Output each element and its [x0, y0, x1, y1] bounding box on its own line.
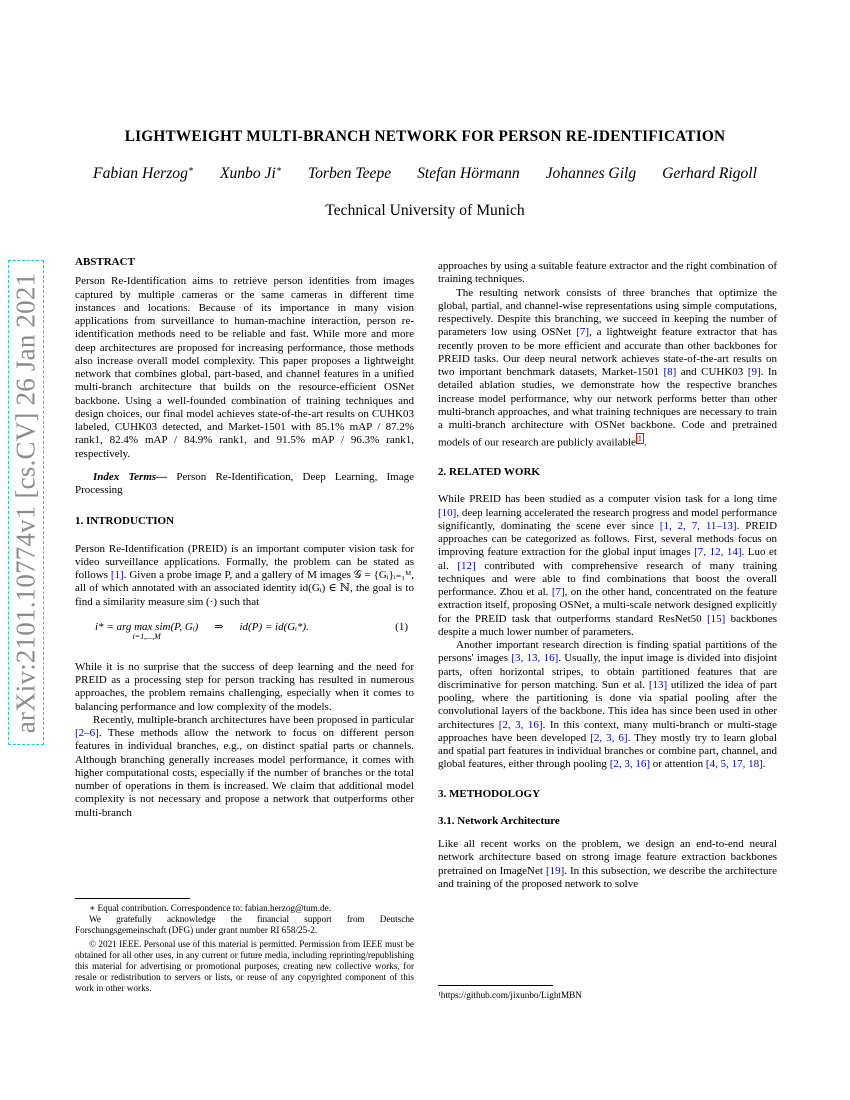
- citation-link[interactable]: [3, 13, 16]: [511, 652, 559, 665]
- intro-continued: approaches by using a suitable feature extractor and the right combination of training techniques.: [438, 260, 777, 286]
- index-terms-text: Person Re-Identification, Deep Learning, Image Processing: [75, 470, 414, 496]
- citation-link[interactable]: [9]: [747, 366, 761, 378]
- author: Torben Teepe: [307, 165, 392, 183]
- citation-link[interactable]: [15]: [706, 612, 726, 625]
- citation-link[interactable]: [8]: [663, 366, 677, 378]
- equation-arrow: ⇒: [214, 620, 224, 633]
- author: Stefan Hörmann: [417, 165, 520, 183]
- intro-paragraph-3: Recently, multiple-branch architectures have been proposed in particular [2–6]. These methods allow the network to focus on different person features in individual branches, e.g., on distinct spatial parts or channels. Although branching generally increases model performance, it comes with higher computational costs, especially if the number of branches or the total number of operations in them is increased. We claim that additional model complexity is not necessary and propose a network that outperforms other multi-branch: [75, 713, 414, 819]
- citation-link[interactable]: [2–6]: [75, 727, 99, 739]
- affiliation: Technical University of Munich: [325, 202, 525, 219]
- citation-link[interactable]: [1]: [110, 569, 124, 581]
- equation-number: (1): [395, 620, 408, 633]
- network-architecture-heading: 3.1. Network Architecture: [438, 814, 560, 827]
- left-column: [75, 256, 414, 820]
- methodology-heading: 3. METHODOLOGY: [438, 787, 541, 800]
- citation-link[interactable]: [12]: [457, 559, 476, 572]
- arxiv-stamp[interactable]: [8, 260, 44, 745]
- citation-link[interactable]: [2, 3, 16]: [498, 718, 543, 731]
- footnote-copyright: © 2021 IEEE. Personal use of this material is permitted. Permission from IEEE must be obtained for all other uses, in any current or future media, including reprinting/republishing this material for advertising or promotional purposes, creating new collective works, for resale or redistribution to servers or lists, or reuse of any copyrighted component of this work in other works.: [75, 939, 414, 993]
- citation-link[interactable]: [7, 12, 14]: [694, 546, 742, 559]
- equation-lhs: i* = arg max sim(P, Gᵢ): [95, 620, 199, 633]
- footnote-link[interactable]: 1: [637, 434, 642, 444]
- citation-link[interactable]: [2, 3, 6]: [590, 731, 628, 744]
- footnote-rule: [75, 898, 190, 899]
- paper-title: LIGHTWEIGHT MULTI-BRANCH NETWORK FOR PERSON RE-IDENTIFICATION: [124, 128, 726, 145]
- intro-heading: 1. INTRODUCTION: [75, 515, 175, 528]
- citation-link[interactable]: [1, 2, 7, 11–13]: [659, 519, 737, 532]
- equation-subscript: i=1,...,M: [132, 632, 161, 641]
- footnote-equal-contribution: ∗ Equal contribution. Correspondence to: fabian.herzog@tum.de.: [89, 903, 332, 913]
- author: Fabian Herzog∗: [93, 164, 195, 183]
- citation-link[interactable]: [7]: [551, 586, 565, 599]
- abstract-heading: ABSTRACT: [75, 256, 135, 268]
- footnote-code-url[interactable]: ¹https://github.com/jixunbo/LightMBN: [438, 990, 582, 1000]
- left-footnotes: [75, 898, 414, 994]
- citation-link[interactable]: [4, 5, 17, 18]: [705, 758, 763, 771]
- right-column: [438, 260, 777, 891]
- method-paragraph-1: Like all recent works on the problem, we design an end-to-end neural network architecture based on strong image feature extraction backbones pretrained on ImageNet [19]. In this subsection, we describe the architecture and training of the proposed network to solve: [438, 838, 778, 890]
- related-paragraph-1: While PREID has been studied as a computer vision task for a long time [10], deep learning accelerated the research progress and model performance significantly, dominating the scene ever since [1, 2, 7, 11–13]. PREID approaches can be categorized as follows. First, several methods focus on improving feature extraction for the global input images [7, 12, 14]. Luo et al. [12] contributed with comprehensive research of many training techniques and were able to find combinations that boost the overall performance. Zhou et al. [7], on the other hand, concentrated on the feature extraction itself, proposing OSNet, a multi-scale network designed explicitly for the PREID task that outperforms standard ResNet50 [15] backbones despite a much lower number of parameters.: [438, 493, 778, 638]
- intro-paragraph-2: While it is no surprise that the success of deep learning and the need for PREID as a processing step for person tracking has resulted in numerous approaches, the problem remains challenging, especially when it comes to balancing performance and low complexity of the models.: [75, 660, 414, 713]
- citation-link[interactable]: [10]: [438, 506, 457, 519]
- right-footnotes: [438, 985, 777, 1001]
- author: Gerhard Rigoll: [662, 165, 757, 183]
- index-terms: [75, 471, 414, 498]
- related-work-heading: 2. RELATED WORK: [438, 466, 540, 479]
- footnote-rule: [438, 985, 553, 986]
- intro-paragraph-1: Person Re-Identification (PREID) is an important computer vision task for video surveillance applications. Formally, the problem can be stated as follows [1]. Given a probe image P, and a gallery of M images 𝒢 = {Gᵢ}ᵢ₌₁ᴹ, all of which annotated with an associated identity id(Gᵢ) ∈ ℕ, the goal is to find a similarity measure sim (·) such that: [75, 542, 415, 608]
- intro-paragraph-4: The resulting network consists of three branches that optimize the global, partial, and channel-wise representations using simple computations, respectively. Despite this branching, we succeed in keeping the number of parameters low using OSNet [7], a lightweight feature extractor that has recently proven to be more efficient and accurate than other backbones for PREID tasks. Our deep neural network achieves state-of-the-art results on two important benchmark datasets, Market-1501 [8] and CUHK03 [9]. In detailed ablation studies, we demonstrate how the respective branches increase model performance, why our network performs better than other multi-branch approaches, and what training techniques are necessary to train a multi-branch architecture with OSNet backbone. Code and pretrained models of our research are publicly available $^1$ .: [438, 286, 778, 449]
- equation-rhs: id(P) = id(Gᵢ*).: [239, 620, 309, 633]
- author: Johannes Gilg: [545, 165, 637, 183]
- equation-1: [75, 621, 414, 649]
- citation-link[interactable]: [7]: [576, 326, 590, 339]
- citation-link[interactable]: [13]: [648, 678, 668, 691]
- related-paragraph-2: Another important research direction is finding spatial partitions of the persons' images [3, 13, 16]. Usually, the input image is divided into disjoint parts, often horizontal stripes, to obtain partitioned features that are discriminative for person matching. Sun et al. [13] utilized the idea of part pooling, where the partitioning is done via spatial pooling after the convolutional layers of the backbone. This idea has since been used in other architectures [2, 3, 16]. In this context, many multi-branch or multi-stage approaches have been developed [2, 3, 6]. They mostly try to learn global and spatial part features in individual branches or combine part, channel, and global features, either through pooling [2, 3, 16] or attention [4, 5, 17, 18].: [438, 639, 778, 771]
- index-terms-label: Index Terms—: [93, 470, 168, 483]
- author: Xunbo Ji∗: [219, 164, 282, 183]
- abstract-text: Person Re-Identification aims to retrieve person identities from images captured by multiple cameras or the same cameras in different time instances and locations. Because of its importance in many vision applications from surveillance to human-machine interaction, person re-identification methods need to be reliable and fast. While more and more deep architectures are proposed for increasing performance, those methods also increase overall model complexity. This paper proposes a lightweight network that combines global, part-based, and channel features in a unified multi-branch architecture that builds on the resource-efficient OSNet backbone. Using a well-founded combination of training techniques and design choices, our final model achieves state-of-the-art results on CUHK03 labeled, CUHK03 detected, and Market-1501 with 85.1% mAP / 87.2% rank1, 82.4% mAP / 84.9% rank1, and 91.5% mAP / 96.3% rank1, respectively.: [75, 275, 414, 460]
- citation-link[interactable]: [2, 3, 16]: [609, 758, 651, 771]
- citation-link[interactable]: [19]: [545, 864, 565, 877]
- arxiv-id: arXiv:2101.10774v1 [cs.CV] 26 Jan 2021: [10, 272, 41, 733]
- footnote-funding: We gratefully acknowledge the financial support from Deutsche Forschungsgemeinschaft (DFG) under grant number RI 658/25-2.: [75, 914, 414, 935]
- author-list: [60, 164, 790, 183]
